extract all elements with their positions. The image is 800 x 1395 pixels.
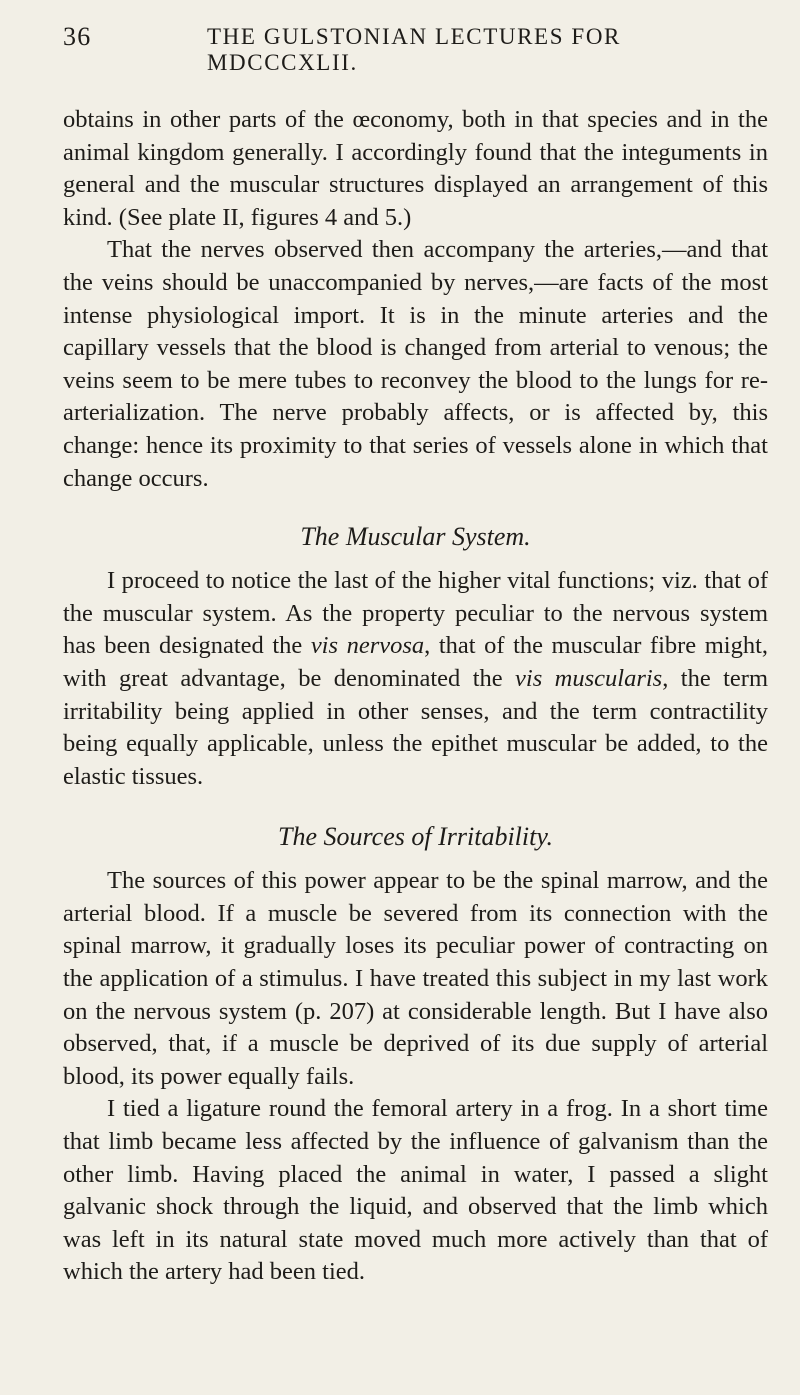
paragraph-sources-of-power: The sources of this power appear to be the spinal marrow, and the arterial blood. If a muscle be severed from its connection with the spinal marrow, it gradually loses its peculiar power of contracting on the application of a stimulus. I have treated this subject in my last work on the nervous system (p. 207) at considerable length. But I have also observed, that, if a muscle be deprived of its due supply of arterial blood, its power equally fails.	[63, 867, 768, 1090]
term-vis-muscularis: vis muscularis	[515, 664, 663, 692]
running-title: THE GULSTONIAN LECTURES FOR MDCCCXLII.	[207, 24, 621, 75]
section-heading-muscular-system: The Muscular System.	[300, 522, 531, 552]
paragraph-muscular-system	[63, 565, 768, 793]
paragraph-continuation: obtains in other parts of the œconomy, both in that species and in the animal kingdom generally. I accordingly found that the integuments in general and the muscular structures displayed an arrangement of this kind. (See plate II, figures 4 and 5.)	[63, 106, 768, 231]
section-heading-sources-of-irritability: The Sources of Irritability.	[278, 822, 553, 852]
paragraph-frog-experiment: I tied a ligature round the femoral artery in a frog. In a short time that limb became less affected by the influence of galvanism than the other limb. Having placed the animal in water, I passed a slight galvanic shock through the liquid, and observed that the limb which was left in its natural state moved much more actively than that of which the artery had been tied.	[63, 1095, 768, 1286]
text-run: , the term irritability being applied in other senses, and the term contractility being equally applicable, unless the epithet muscular be added, to the elastic tissues.	[63, 664, 769, 790]
body-text	[63, 104, 768, 1289]
running-head	[63, 22, 763, 75]
text-run: I proceed to notice the last of the higher vital functions; viz. that of the muscular system. As the property peculiar to the nervous system has been designated the	[63, 567, 768, 660]
term-vis-nervosa: vis nervosa	[310, 632, 425, 660]
text-run: , that of the muscular fibre might, with great advantage, be denominated the	[63, 632, 768, 692]
page-number: 36	[63, 22, 92, 51]
paragraph-nerves-arteries: That the nerves observed then accompany the arteries,—and that the veins should be unaccompanied by nerves,—are facts of the most intense physiological import. It is in the minute arteries and the capillary vessels that the blood is changed from arterial to venous; the veins seem to be mere tubes to reconvey the blood to the lungs for re-arterialization. The nerve probably affects, or is affected by, this change: hence its proximity to that series of vessels alone in which that change occurs.	[63, 236, 768, 492]
